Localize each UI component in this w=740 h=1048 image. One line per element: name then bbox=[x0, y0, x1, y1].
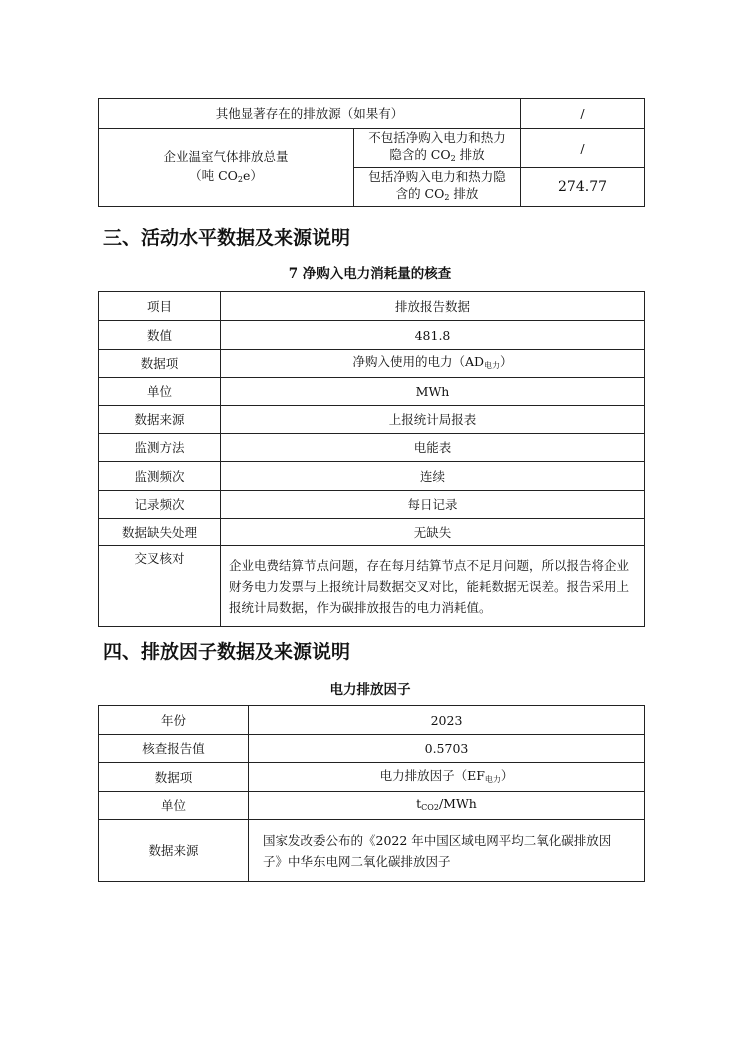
data-source-text: 国家发改委公布的《2022 年中国区域电网平均二氧化碳排放因子》中华东电网二氧化碳排放因子 bbox=[249, 820, 645, 882]
row-value: 无缺失 bbox=[221, 519, 645, 546]
emission-summary-table bbox=[98, 98, 645, 207]
row-label: 交叉核对 bbox=[99, 546, 221, 627]
row-value: 0.5703 bbox=[249, 735, 645, 763]
table-2-caption: 7 净购入电力消耗量的核查 bbox=[288, 266, 452, 282]
row-label: 单位 bbox=[99, 378, 221, 406]
other-sources-label: 其他显著存在的排放源（如果有） bbox=[99, 99, 521, 129]
incl-label: 包括净购入电力和热力隐 含的 $CO_2$ 排放 bbox=[354, 168, 521, 207]
row-value: 净购入使用的电力$(AD_{电力})$ bbox=[221, 350, 645, 378]
section-4-heading: 四、排放因子数据及来源说明 bbox=[103, 641, 351, 663]
other-sources-value: / bbox=[521, 99, 645, 129]
header-value: 排放报告数据 bbox=[221, 292, 645, 321]
section-3-heading: 三、活动水平数据及来源说明 bbox=[103, 227, 351, 249]
row-label: 记录频次 bbox=[99, 491, 221, 519]
cross-check-text: 企业电费结算节点问题，存在每月结算节点不足月问题，所以报告将企业财务电力发票与上报统计局数据交叉对比，能耗数据无误差。报告采用上报统计局数据，作为碳排放报告的电力消耗值。 bbox=[221, 546, 645, 627]
row-value: 2023 bbox=[249, 706, 645, 735]
header-label: 项目 bbox=[99, 292, 221, 321]
row-label: 监测频次 bbox=[99, 462, 221, 491]
emission-factor-table bbox=[98, 705, 645, 882]
excl-label: 不包括净购入电力和热力 隐含的 $CO_2$ 排放 bbox=[354, 129, 521, 168]
row-label: 数据项 bbox=[99, 350, 221, 378]
total-emissions-title: 企业温室气体排放总量 bbox=[163, 148, 289, 164]
table-3-caption: 电力排放因子 bbox=[329, 682, 411, 698]
row-label: 数据缺失处理 bbox=[99, 519, 221, 546]
row-label: 数据来源 bbox=[99, 406, 221, 434]
row-label: 年份 bbox=[99, 706, 249, 735]
row-value: 电力排放因子$(EF_{电力})$ bbox=[249, 763, 645, 792]
row-label: 单位 bbox=[99, 792, 249, 820]
row-value: $t_{CO2}$/MWh bbox=[249, 792, 645, 820]
row-label: 数据项 bbox=[99, 763, 249, 792]
total-emissions-unit: （吨 $CO_2e$） bbox=[189, 167, 263, 184]
row-value: 481.8 bbox=[221, 321, 645, 350]
row-value: 上报统计局报表 bbox=[221, 406, 645, 434]
excl-value: / bbox=[521, 129, 645, 168]
row-value: 每日记录 bbox=[221, 491, 645, 519]
row-label: 数据来源 bbox=[99, 820, 249, 882]
row-label: 监测方法 bbox=[99, 434, 221, 462]
row-value: 连续 bbox=[221, 462, 645, 491]
row-value: MWh bbox=[221, 378, 645, 406]
incl-value: 274.77 bbox=[521, 168, 645, 207]
electricity-consumption-table bbox=[98, 291, 645, 627]
total-emissions-label bbox=[99, 129, 354, 207]
row-label: 核查报告值 bbox=[99, 735, 249, 763]
row-label: 数值 bbox=[99, 321, 221, 350]
row-value: 电能表 bbox=[221, 434, 645, 462]
